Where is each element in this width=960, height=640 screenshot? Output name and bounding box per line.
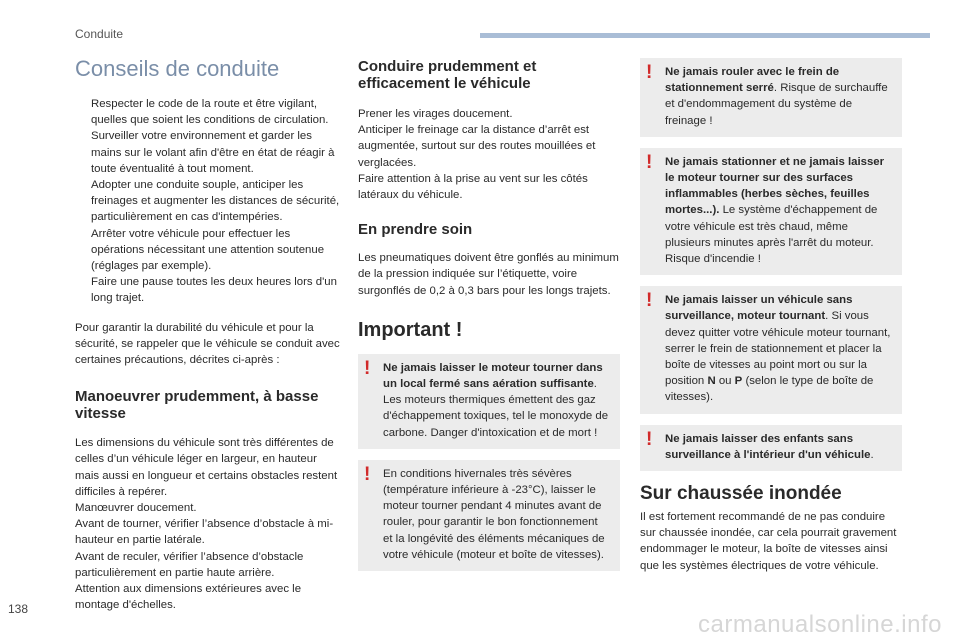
careful-driving-heading: Conduire prudemment et efficacement le véhicule [358,58,537,92]
warning-box: ! Ne jamais laisser un véhicule sans surveillance, moteur tournant. Si vous devez quitter votre véhicule moteur tournant, serrer le frein de stationnement et placer la boîte de vitesses au point mort ou sur la position N ou P (selon le type de boîte de vitesses). [640,286,902,413]
maneuver-heading: Manoeuvrer prudemment, à basse vitesse [75,388,319,423]
header-bar [480,33,930,38]
warning-icon: ! [646,151,653,173]
list-item: Respecter le code de la route et être vigilant, quelles que soient les conditions de circulation. [91,98,329,127]
maneuver-paragraph: Les dimensions du véhicule sont très différentes de celles d’un véhicule léger en largeur, en hauteur mais aussi en longueur et certains obstacles restent difficiles à repérer. Manœuvrer doucement. Avant de tourner, vérifier l’absence d’obstacle à mi-hauteur en partie latérale. Avant de reculer, vérifier l’absence d’obstacle particulièrement en partie haute arrière. Attention aux dimensions extérieures avec le montage d'échelles. [75,437,338,612]
careful-driving-paragraph: Prener les virages doucement. Anticiper le freinage car la distance d’arrêt est augmentée, surtout sur des routes mouillées et verglacées. Faire attention à la prise au vent sur les côtés latéraux du véhicule. [358,108,596,202]
warning-box: ! Ne jamais laisser le moteur tourner dans un local fermé sans aération suffisante. Les moteurs thermiques émettent des gaz d'échappement toxiques, tel le monoxyde de carbone. Danger d'intoxication et de mort ! [358,354,620,449]
flood-heading: Sur chaussée inondée [640,483,842,505]
list-item: Adopter une conduite souple, anticiper les freinages et augmenter les distances de sécurité, particulièrement en cas d'intempéries. [91,179,340,224]
warning-box: ! Ne jamais rouler avec le frein de stationnement serré. Risque de surchauffe et d'endommagement du système de freinage ! [640,58,902,137]
column-middle [358,58,620,571]
intro-paragraph: Pour garantir la durabilité du véhicule et pour la sécurité, se rappeler que le véhicule se conduit avec certaines précautions, décrites ci-après : [75,321,340,367]
warning-icon: ! [364,357,371,379]
important-heading: Important ! [358,318,463,341]
warning-box: ! Ne jamais laisser des enfants sans surveillance à l'intérieur d'un véhicule. [640,425,902,471]
warning-icon: ! [646,290,653,312]
section-label: Conduite [75,27,124,41]
warning-box: ! En conditions hivernales très sévères (température inférieure à -23°C), laisser le moteur tourner pendant 4 minutes avant de rouler, pour garantir le bon fonctionnement et la longévité des éléments mécaniques de votre véhicule (moteur et boîte de vitesses). [358,460,620,571]
advice-list [75,96,340,307]
list-item: Arrêter votre véhicule pour effectuer les opérations nécessitant une attention soutenue (réglages par exemple). [91,227,325,273]
warning-box: ! Ne jamais stationner et ne jamais laisser le moteur tourner sur des surfaces inflammables (herbes sèches, feuilles mortes...). Le système d'échappement de votre véhicule est très chaud, même plusieurs minutes après l'arrêt du moteur. Risque d'incendie ! [640,148,902,275]
list-item: Surveiller votre environnement et garder les mains sur le volant afin d'être en état de réagir à toute éventualité à tout moment. [91,130,335,175]
warning-icon: ! [646,428,653,450]
column-right [640,58,902,574]
page-number: 138 [8,602,29,616]
page-title: Conseils de conduite [75,56,280,81]
list-item: Faire une pause toutes les deux heures lors d'un long trajet. [91,276,337,305]
column-left [75,56,340,613]
care-heading: En prendre soin [358,221,473,239]
flood-paragraph: Il est fortement recommandé de ne pas conduire sur chaussée inondée, car cela pourrait gravement endommager le moteur, la boîte de vitesses ainsi que les systèmes électriques de votre véhicule. [640,511,897,572]
warning-icon: ! [364,463,371,485]
watermark: carmanualsonline.info [698,611,942,638]
warning-icon: ! [646,62,653,83]
care-paragraph: Les pneumatiques doivent être gonflés au minimum de la pression indiquée sur l’étiquette, voire surgonflés de 0,2 à 0,3 bars pour les longs trajets. [358,252,619,297]
